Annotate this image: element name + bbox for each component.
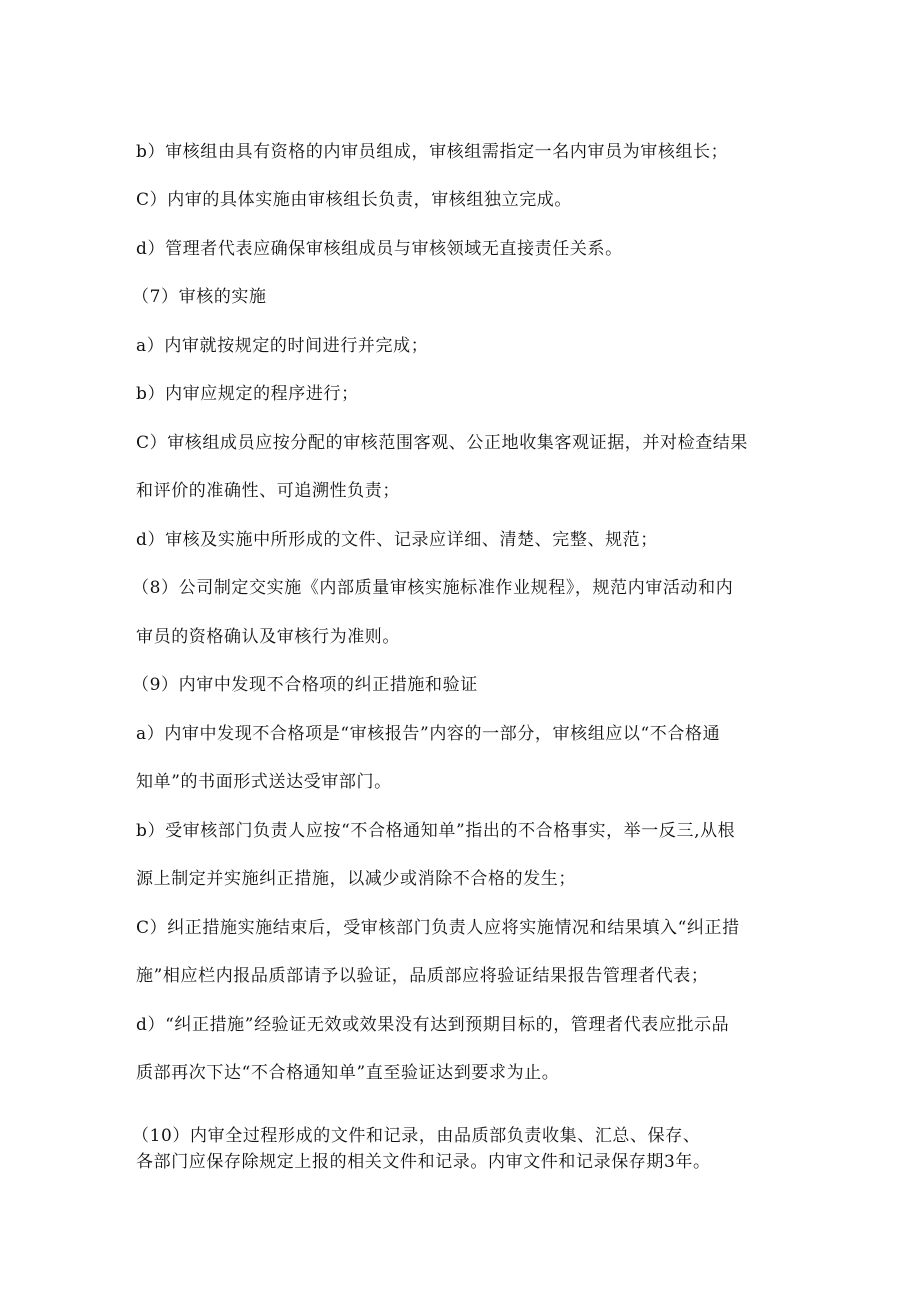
paragraph-line: 质部再次下达“不合格通知单”直至验证达到要求为止。 — [136, 1063, 560, 1083]
paragraph-line: 源上制定并实施纠正措施，以减少或消除不合格的发生； — [136, 869, 576, 889]
paragraph-line: C）内审的具体实施由审核组长负责，审核组独立完成。 — [136, 190, 573, 210]
paragraph-line: d）审核及实施中所形成的文件、记录应详细、清楚、完整、规范； — [136, 530, 658, 550]
paragraph-line: 各部门应保存除规定上报的相关文件和记录。内审文件和记录保存期3年。 — [136, 1152, 711, 1172]
paragraph-line: d）管理者代表应确保审核组成员与审核领域无直接责任关系。 — [136, 239, 623, 259]
paragraph-line: a）内审就按规定的时间进行并完成； — [136, 336, 429, 356]
paragraph-line: d）“纠正措施”经验证无效或效果没有达到预期目标的，管理者代表应批示品 — [136, 1015, 730, 1035]
section-heading: （8）公司制定交实施《内部质量审核实施标准作业规程》，规范内审活动和内 — [132, 578, 734, 598]
section-heading: （9）内审中发现不合格项的纠正措施和验证 — [132, 675, 478, 695]
paragraph-line: 知单”的书面形式送达受审部门。 — [136, 772, 392, 792]
paragraph-line: C）纠正措施实施结束后，受审核部门负责人应将实施情况和结果填入“纠正措 — [136, 918, 740, 938]
paragraph-line: b）受审核部门负责人应按“不合格通知单”指出的不合格事实，举一反三,从根 — [136, 821, 736, 841]
paragraph-line: a）内审中发现不合格项是“审核报告”内容的一部分，审核组应以“不合格通 — [136, 724, 721, 744]
paragraph-line: b）内审应规定的程序进行； — [136, 384, 359, 404]
paragraph-line: b）审核组由具有资格的内审员组成，审核组需指定一名内审员为审核组长； — [136, 142, 729, 162]
paragraph-line: 审员的资格确认及审核行为准则。 — [136, 627, 400, 647]
paragraph-line: C）审核组成员应按分配的审核范围客观、公正地收集客观证据，并对检查结果 — [136, 433, 749, 453]
section-heading: （7）审核的实施 — [132, 287, 267, 307]
section-heading: （10）内审全过程形成的文件和记录，由品质部负责收集、汇总、保存、 — [132, 1126, 701, 1146]
paragraph-line: 施”相应栏内报品质部请予以验证，品质部应将验证结果报告管理者代表； — [136, 966, 709, 986]
paragraph-line: 和评价的准确性、可追溯性负责； — [136, 481, 400, 501]
